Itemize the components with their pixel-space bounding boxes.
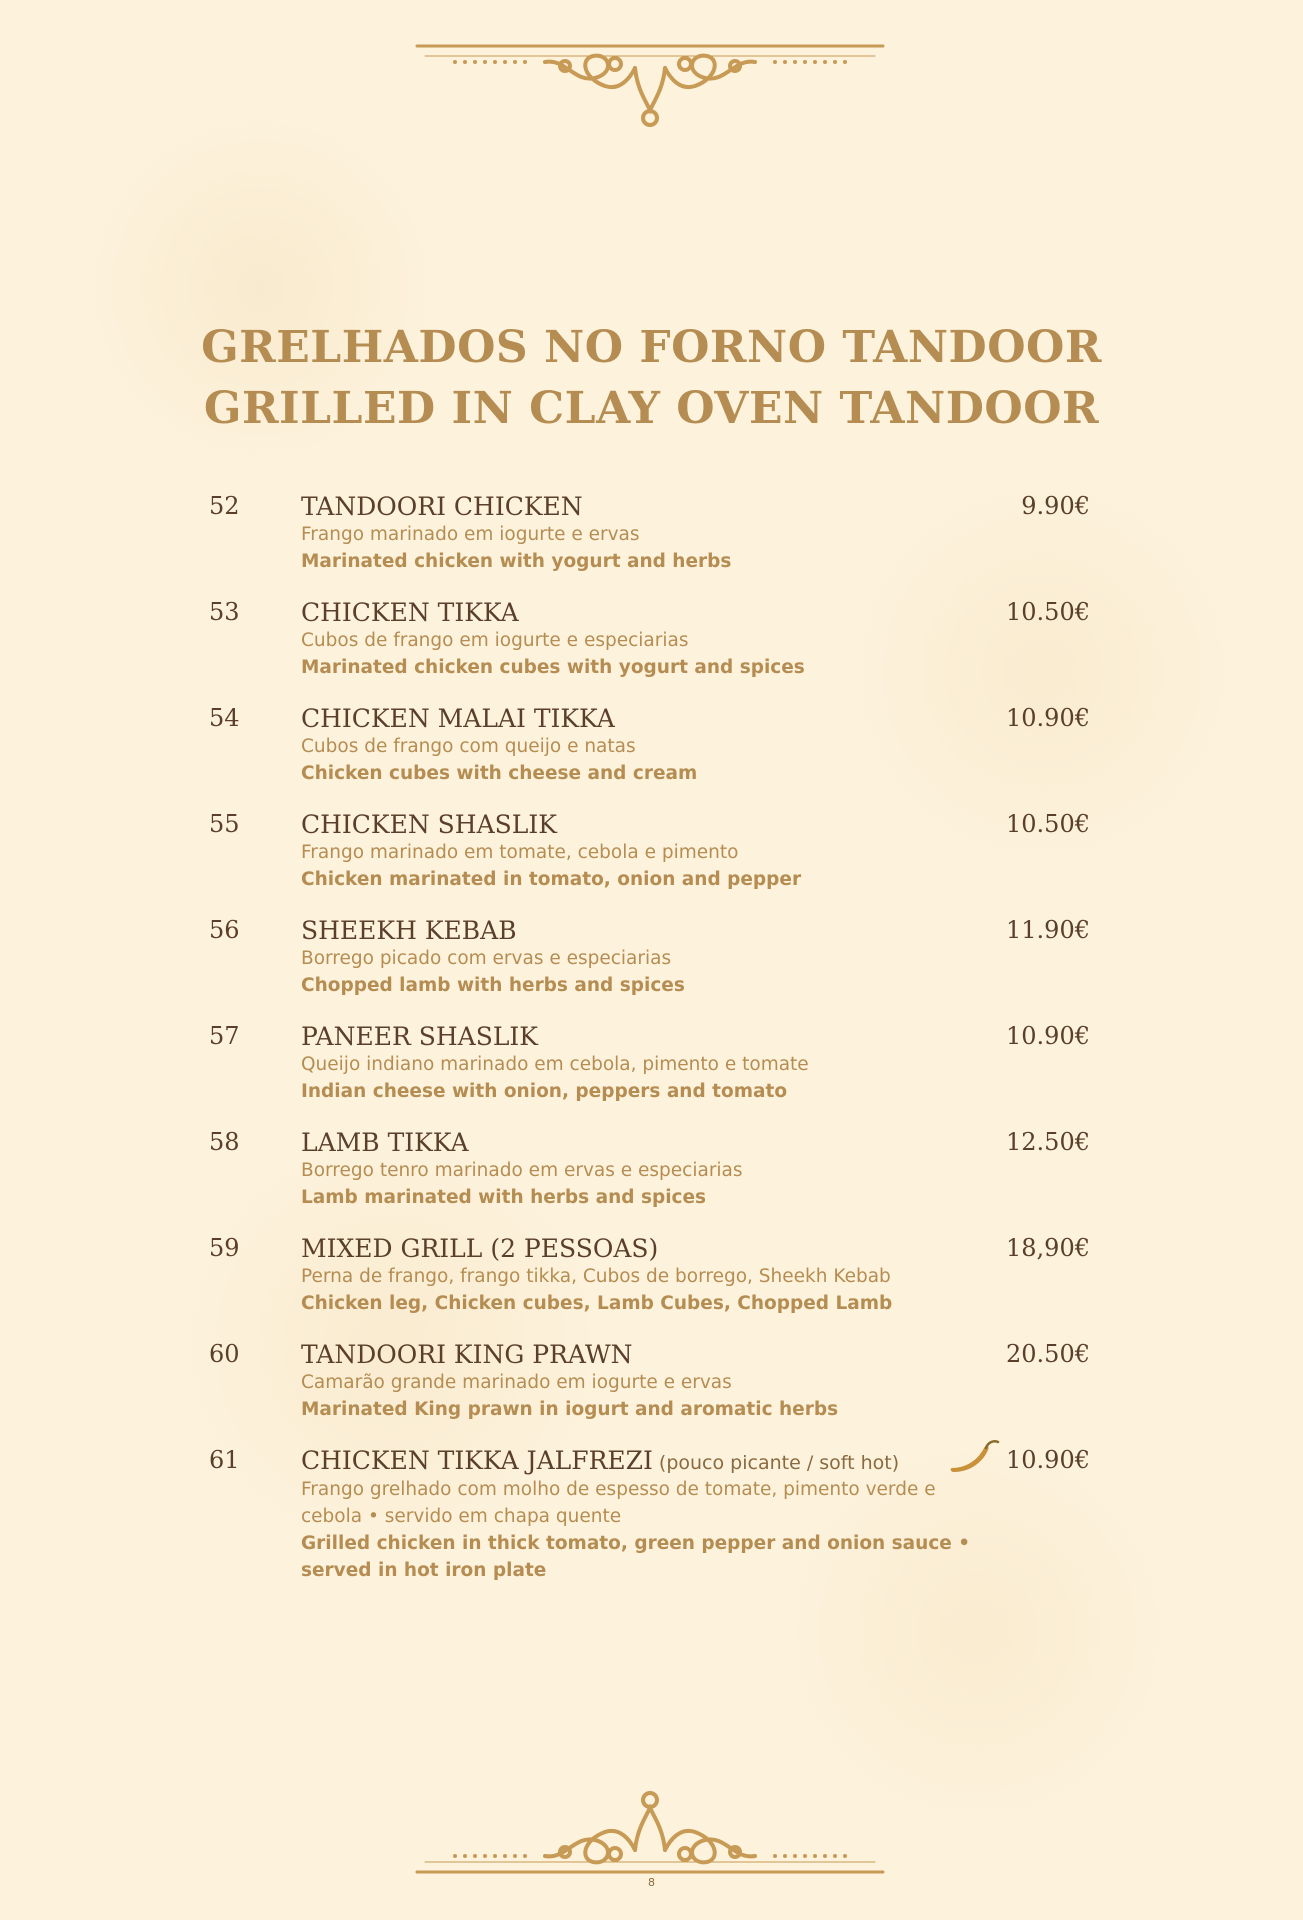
item-number: 52	[209, 492, 240, 520]
item-number: 53	[209, 598, 240, 626]
item-description-en: Marinated chicken with yogurt and herbs	[301, 551, 732, 572]
menu-item-58	[0, 1128, 1303, 1234]
menu-item-61	[0, 1446, 1303, 1606]
item-description-pt: Frango grelhado com molho de espesso de tomate, pimento verde e cebola • servido em chapa quente	[301, 1479, 936, 1527]
item-description-en: Chicken cubes with cheese and cream	[301, 763, 698, 784]
item-description-en: Lamb marinated with herbs and spices	[301, 1187, 707, 1208]
menu-item-56	[0, 916, 1303, 1022]
menu-item-55	[0, 810, 1303, 916]
item-price: 10.90€	[1006, 704, 1090, 732]
item-name: PANEER SHASLIK	[301, 1022, 538, 1051]
menu-item-57	[0, 1022, 1303, 1128]
item-description-pt: Camarão grande marinado em iogurte e ervas	[301, 1372, 732, 1393]
item-price: 10.90€	[1006, 1446, 1090, 1474]
item-name: CHICKEN TIKKA	[301, 598, 519, 627]
item-description-pt: Borrego tenro marinado em ervas e especiarias	[301, 1160, 743, 1181]
item-name: TANDOORI KING PRAWN	[301, 1340, 633, 1369]
item-description-pt: Frango marinado em iogurte e ervas	[301, 524, 640, 545]
item-price: 11.90€	[1006, 916, 1090, 944]
spice-level-note: (pouco picante / soft hot)	[658, 1452, 900, 1474]
item-description-pt: Frango marinado em tomate, cebola e pimento	[301, 842, 739, 863]
item-description-pt: Borrego picado com ervas e especiarias	[301, 948, 672, 969]
item-name: MIXED GRILL (2 PESSOAS)	[301, 1234, 659, 1263]
item-description-pt: Perna de frango, frango tikka, Cubos de borrego, Sheekh Kebab	[301, 1266, 891, 1287]
item-description-en: Grilled chicken in thick tomato, green pepper and onion sauce • served in hot iron plate	[301, 1533, 971, 1581]
item-price: 10.50€	[1006, 810, 1090, 838]
title-english: GRILLED IN CLAY OVEN TANDOOR	[203, 383, 1100, 434]
menu-list	[0, 492, 1303, 1606]
chili-pepper-icon	[948, 1438, 1004, 1478]
top-ornament-icon	[415, 38, 885, 128]
item-description-en: Chicken marinated in tomato, onion and pepper	[301, 869, 802, 890]
item-number: 58	[209, 1128, 240, 1156]
item-price: 9.90€	[1021, 492, 1090, 520]
item-price: 10.50€	[1006, 598, 1090, 626]
item-price: 10.90€	[1006, 1022, 1090, 1050]
page-number: 8	[648, 1876, 655, 1889]
item-name: LAMB TIKKA	[301, 1128, 469, 1157]
item-number: 57	[209, 1022, 240, 1050]
item-price: 20.50€	[1006, 1340, 1090, 1368]
item-number: 55	[209, 810, 240, 838]
title-portuguese: GRELHADOS NO FORNO TANDOOR	[201, 322, 1102, 373]
item-description-en: Marinated chicken cubes with yogurt and spices	[301, 657, 805, 678]
item-description-pt: Cubos de frango com queijo e natas	[301, 736, 636, 757]
menu-item-54	[0, 704, 1303, 810]
item-number: 59	[209, 1234, 240, 1262]
item-number: 56	[209, 916, 240, 944]
item-price: 18,90€	[1006, 1234, 1090, 1262]
menu-item-59	[0, 1234, 1303, 1340]
item-name: CHICKEN MALAI TIKKA	[301, 704, 615, 733]
menu-item-52	[0, 492, 1303, 598]
item-name: CHICKEN TIKKA JALFREZI	[301, 1446, 653, 1475]
item-number: 60	[209, 1340, 240, 1368]
item-description-pt: Cubos de frango em iogurte e especiarias	[301, 630, 689, 651]
item-name: TANDOORI CHICKEN	[301, 492, 583, 521]
item-description-en: Chopped lamb with herbs and spices	[301, 975, 685, 996]
item-name: SHEEKH KEBAB	[301, 916, 517, 945]
item-description-en: Marinated King prawn in iogurt and aromatic herbs	[301, 1399, 839, 1420]
bottom-ornament-icon	[415, 1790, 885, 1880]
item-description-pt: Queijo indiano marinado em cebola, pimento e tomate	[301, 1054, 809, 1075]
item-number: 61	[209, 1446, 240, 1474]
menu-item-60	[0, 1340, 1303, 1446]
item-name: CHICKEN SHASLIK	[301, 810, 557, 839]
item-name-row	[301, 1446, 899, 1475]
item-price: 12.50€	[1006, 1128, 1090, 1156]
item-description-en: Chicken leg, Chicken cubes, Lamb Cubes, Chopped Lamb	[301, 1293, 893, 1314]
item-description-en: Indian cheese with onion, peppers and tomato	[301, 1081, 788, 1102]
item-number: 54	[209, 704, 240, 732]
menu-item-53	[0, 598, 1303, 704]
